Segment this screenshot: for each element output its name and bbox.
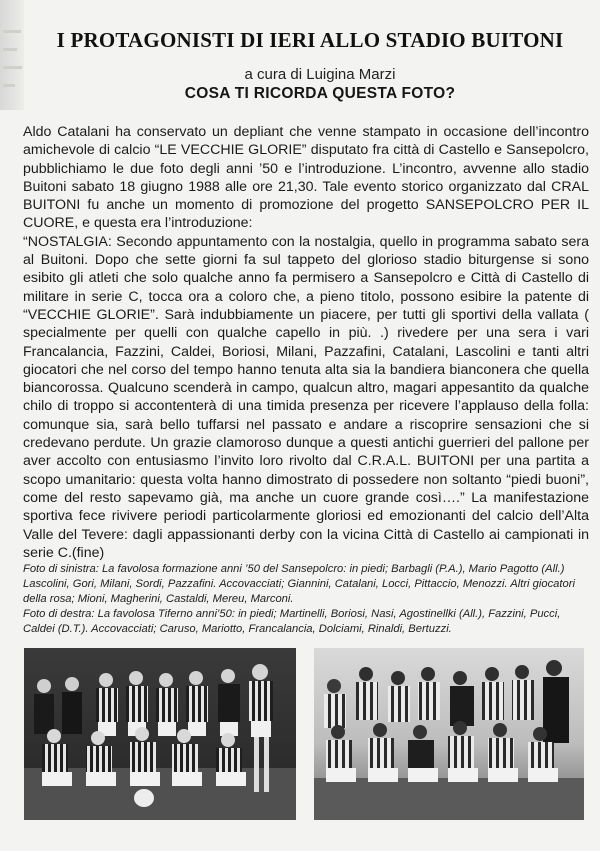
team-photo-sansepolcro — [24, 648, 296, 820]
article-body — [23, 123, 589, 562]
team-photo-sansepolcro-image — [24, 648, 296, 820]
article-byline: a cura di Luigina Marzi — [244, 66, 396, 83]
team-photo-tiferno-image — [314, 648, 584, 820]
article-title: I PROTAGONISTI DI IERI ALLO STADIO BUITONI — [56, 28, 564, 52]
article-paragraph-nostalgia: “NOSTALGIA: Secondo appuntamento con la nostalgia, quello in programma sabato sera al Buitoni. Dopo che sette giorni fa sul tappeto del glorioso stadio biturgense si sono esibito gli atleti che solo qualche anno fa permisero a Sansepolcro e Città di Castello di militare in serie C, tocca ora a coloro che, a pieno titolo, possono esibire la patente di “VECCHIE GLORIE”. Sarà indubbiamente un piacere, per tutti gli sportivi della vallata ( specialmente per quelli con qualche capello in più. .) rivedere per una sera i vari Francalancia, Fazzini, Caldei, Boriosi, Milani, Pazzafini, Catalani, Lascolini e tanti altri giocatori che nel corso del tempo hanno tenuta alta sia la bandiera bianconera che quella biancorossa. Qualcuno scenderà in campo, qualcun altro, magari appesantito da qualche chilo di troppo si accontenterà di una timida presenza per ricevere l’applauso della folla: comunque sia, sarà bello tuffarsi nel passato e andare a riscoprire sensazioni che si credevano perdute. Un grazie clamoroso dunque a questi antichi guerrieri del pallone per aver accolto con entusiasmo l’invito loro rivolto dal C.R.A.L. BUITONI per una partita a scopo umanitario: questa volta hanno dimostrato di possedere non soltanto “piedi buoni”, come del resto sapevamo già, ma anche un cuore grande così….” La manifestazione sportiva fece rivivere periodi particolarmente gloriosi ed emozionanti del calcio dell’Alta Valle del Tevere: dagli appassionanti derby con la vicina Città di Castello ai campionati in serie C.(fine) — [23, 233, 589, 561]
photo-captions — [23, 562, 589, 637]
article-subtitle: COSA TI RICORDA QUESTA FOTO? — [184, 85, 456, 102]
caption-left-photo: Foto di sinistra: La favolosa formazione anni ’50 del Sansepolcro: in piedi; Barbagli (P.A.), Mario Pagotto (All.) Lascolini, Gori, Milani, Sordi, Pazzafini. Accovacciati; Giannini, Catalani, Locci, Pittaccio, Menozzi. Altri giocatori della rosa; Mioni, Magherini, Castaldi, Mereu, Marconi. — [23, 563, 575, 605]
caption-right-photo: Foto di destra: La favolosa Tiferno anni’50: in piedi; Martinelli, Boriosi, Nasi, Agostinellki (All.), Fazzini, Pucci, Caldei (D.T.). Accovacciati; Caruso, Mariotto, Francalancia, Dolciami, Rinaldi, Bertuzzi. — [23, 608, 561, 635]
team-photo-tiferno — [314, 648, 584, 820]
article-paragraph-intro: Aldo Catalani ha conservato un depliant che venne stampato in occasione dell’incontro amichevole di calcio “LE VECCHIE GLORIE” disputato fra città di Castello e Sansepolcro, pubblichiamo le due foto degli anni ’50 e l’introduzione. L’incontro, avvenne allo stadio Buitoni sabato 18 giugno 1988 alle ore 21,30. Tale evento storico organizzato dal CRAL BUITONI fu anche un momento di promozione del progetto SANSEPOLCRO PER IL CUORE, e questa era l’introduzione: — [23, 124, 589, 232]
article-header — [0, 28, 600, 103]
